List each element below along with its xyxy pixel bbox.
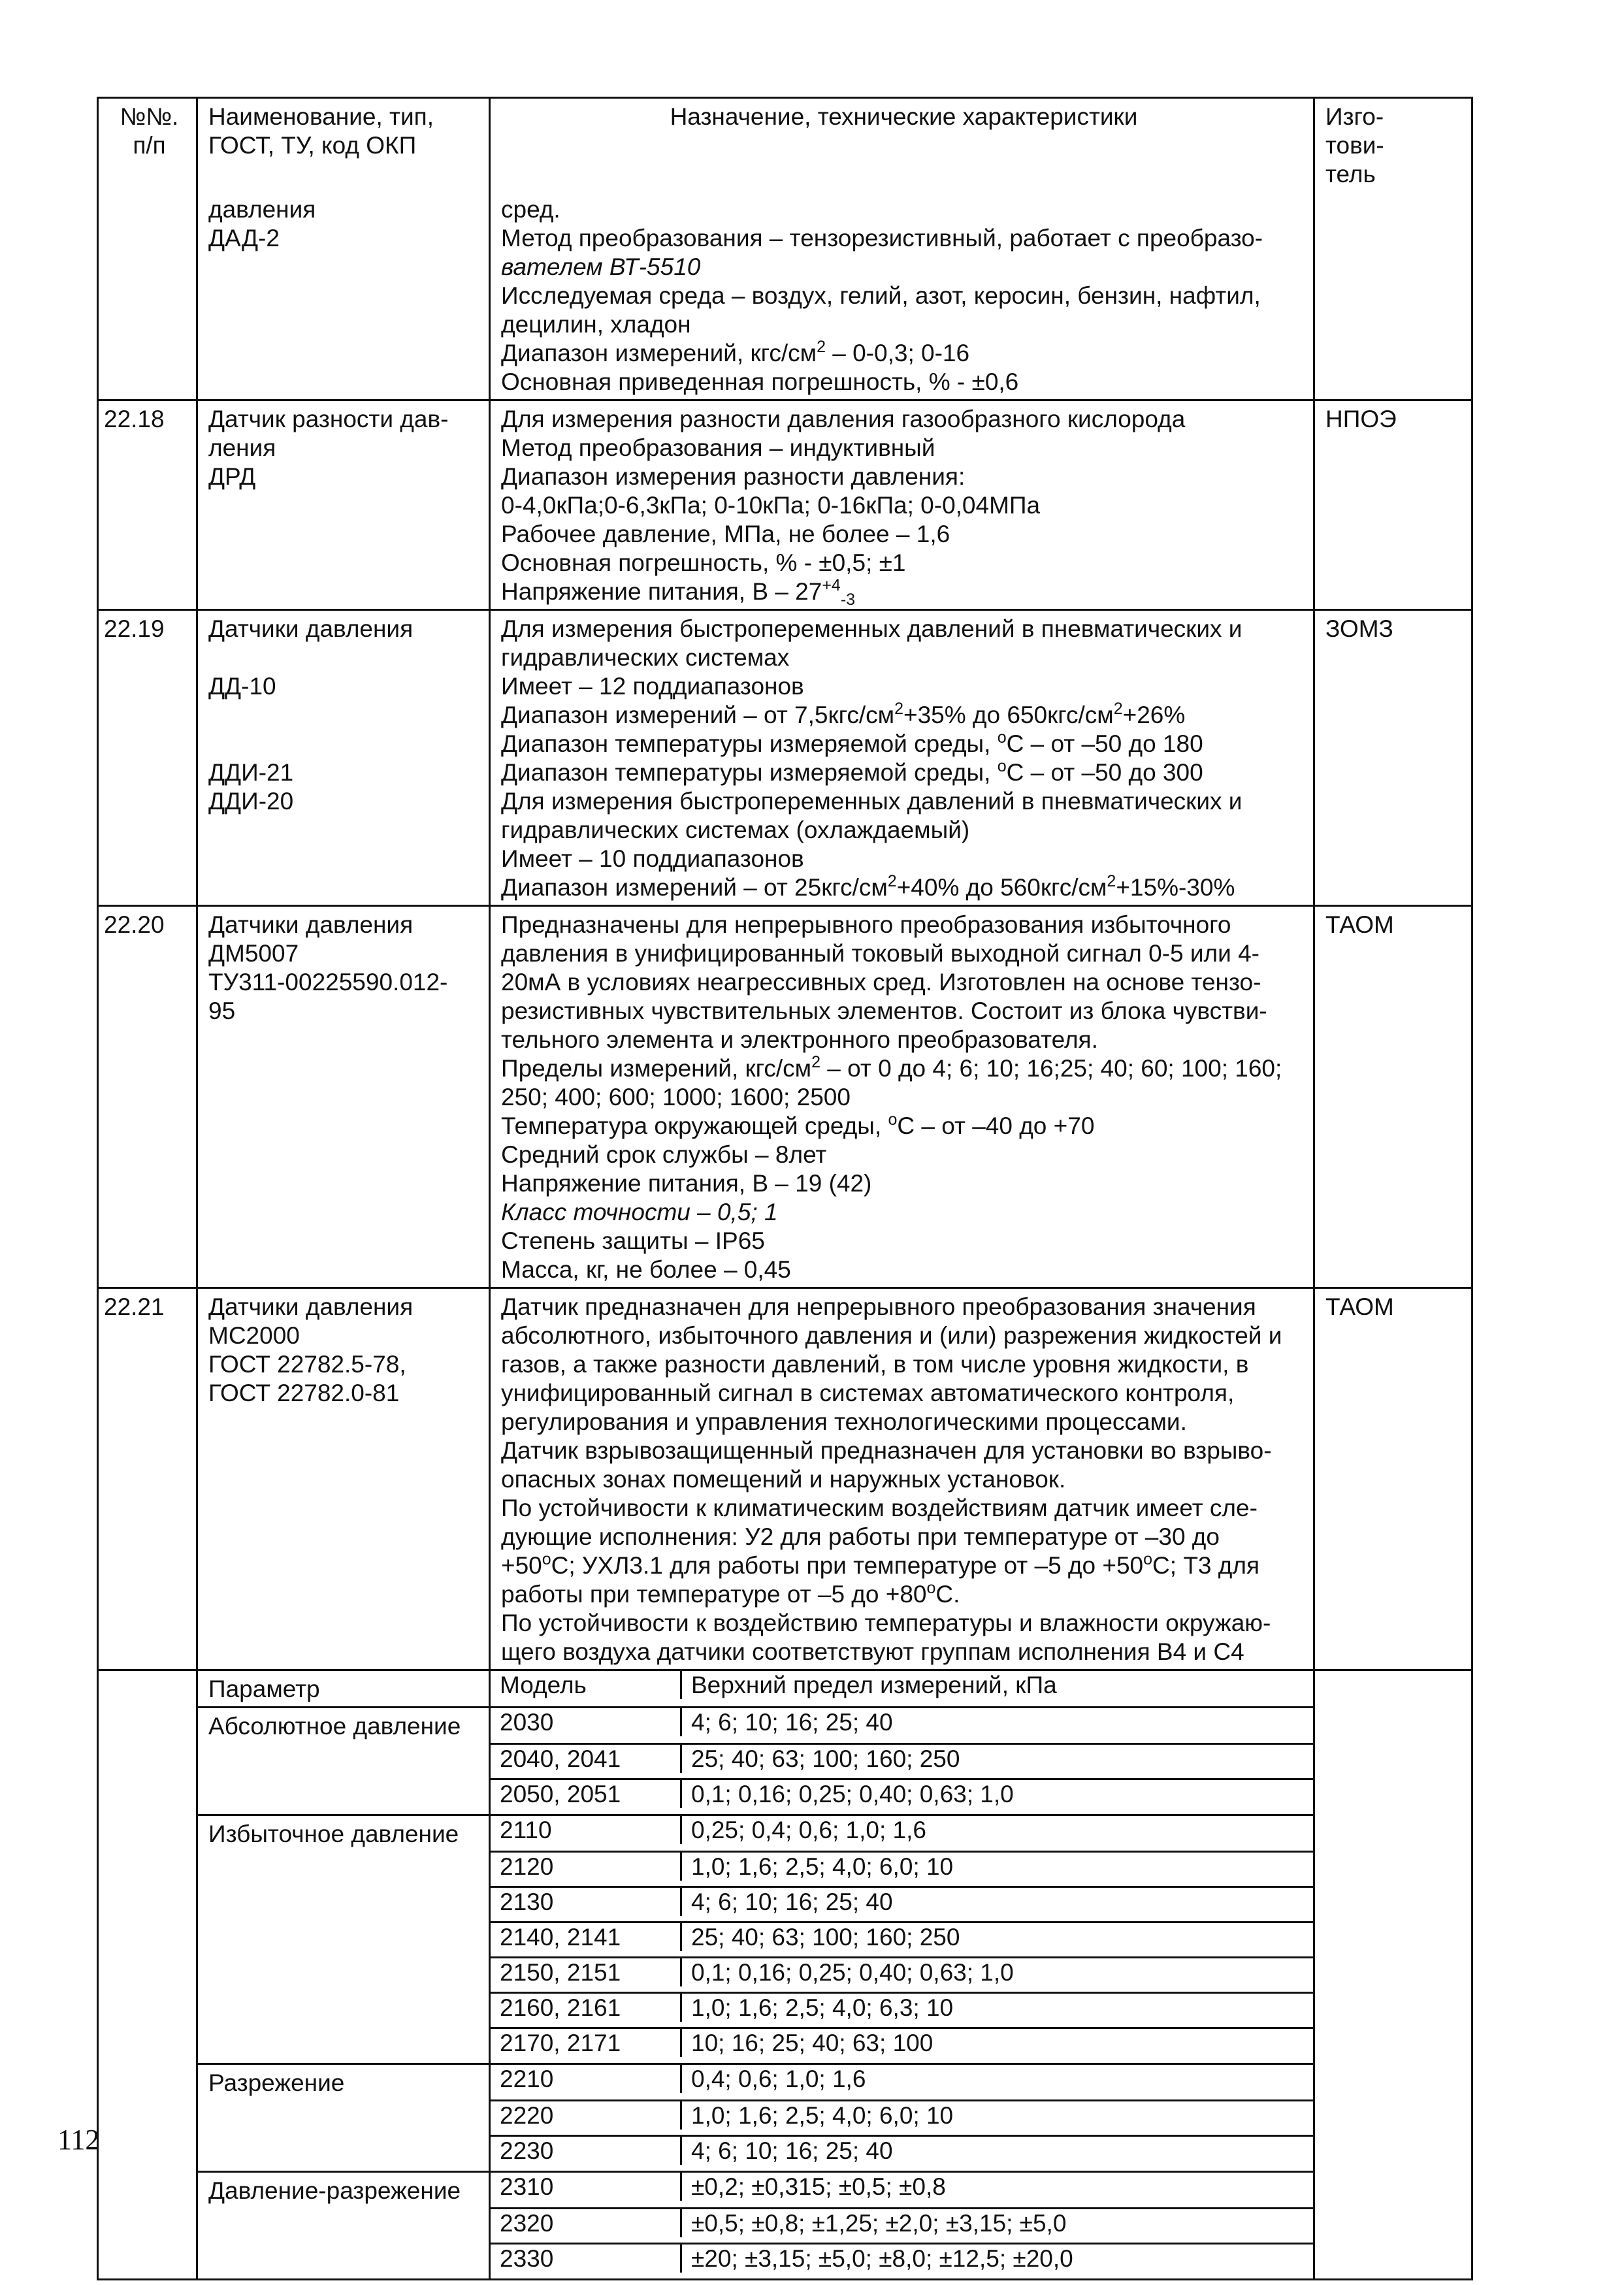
row-purpose-line: По устойчивости к климатическим воздействиям датчик имеет сле-: [501, 1495, 1258, 1521]
subtable-limit: 1,0; 1,6; 2,5; 4,0; 6,3; 10: [681, 1994, 1314, 2022]
subtable-num-cell: [98, 2100, 197, 2135]
subtable-maker-cell: [1314, 2172, 1472, 2209]
row-purpose-line: Диапазон измерения разности давления:: [501, 463, 966, 490]
subtable-param: [197, 2028, 490, 2064]
row-purpose-line: Основная погрешность, % - ±0,5; ±1: [501, 549, 906, 576]
header-maker-text: Изго-: [1325, 103, 1384, 130]
row-name-line: [208, 730, 482, 758]
row-name-line: Датчик разности дав-: [208, 406, 449, 432]
subtable-num-cell: [98, 1708, 197, 1744]
row-name-line: [208, 701, 482, 730]
subtable-param-text: [208, 2032, 482, 2060]
subtable-num-cell: [98, 2028, 197, 2064]
subtable-maker-cell: [1314, 1922, 1472, 1957]
row-name-line: ДРД: [208, 463, 256, 490]
row-purpose-line: Имеет – 12 поддиапазонов: [501, 673, 804, 700]
row-maker: [1314, 400, 1472, 610]
subtable-limit: 0,1; 0,16; 0,25; 0,40; 0,63; 1,0: [681, 1958, 1314, 1986]
row-maker: [1314, 906, 1472, 1288]
row-purpose-line: Предназначены для непрерывного преобразования избыточного: [501, 911, 1231, 938]
row-maker-line: ТАОМ: [1325, 911, 1394, 938]
table-row: [98, 906, 1472, 1288]
subtable-limit: ±0,2; ±0,315; ±0,5; ±0,8: [681, 2173, 1314, 2201]
subtable-param-text: [208, 1961, 482, 1990]
row-name: [197, 610, 490, 906]
subtable-model: 2110: [491, 1816, 681, 1844]
row-purpose-line: Диапазон измерений – от $7,5кгс/см^2+35\%$ до $650кгс/см^2+26\%$: [501, 700, 1186, 728]
row-purpose-line: Диапазон измерений – от $25кгс/см^2+40\%$ до $560кгс/см^2+15\%-30\%$: [501, 872, 1235, 901]
subtable-row: [98, 2100, 1472, 2135]
row-purpose-line: $+50^oC$; УХЛ3.1 для работы при температуре от –5 до $+50^oC$; Т3 для: [501, 1550, 1259, 1579]
table-row: [98, 610, 1472, 906]
subtable-maker-cell: [1314, 2208, 1472, 2243]
subtable-param-text: [208, 1996, 482, 2025]
subtable-model-limit: [490, 2243, 1314, 2280]
table-row: [98, 400, 1472, 610]
subtable-limit: ±0,5; ±0,8; ±1,25; ±2,0; ±3,15; ±5,0: [681, 2209, 1314, 2237]
row-purpose-line: Для измерения разности давления газообразного кислорода: [501, 406, 1186, 432]
subtable-limit: 4; 6; 10; 16; 25; 40: [681, 2137, 1314, 2165]
row-maker: [1314, 191, 1472, 400]
row-purpose-line: По устойчивости к воздействию температуры и влажности окружаю-: [501, 1610, 1271, 1636]
row-purpose-line: Для измерения быстропеременных давлений в пневматических и: [501, 788, 1242, 815]
subtable-row: [98, 1887, 1472, 1922]
subtable-row: [98, 1992, 1472, 2028]
row-purpose-line: Средний срок службы – 8лет: [501, 1141, 827, 1168]
subtable-param: [197, 2135, 490, 2172]
row-name-line: ДАД-2: [208, 225, 280, 251]
subtable-num-cell: [98, 2064, 197, 2101]
subtable-maker-cell: [1314, 1992, 1472, 2028]
subtable-model: 2030: [491, 1708, 681, 1736]
row-purpose-line: 0-4,0кПа;0-6,3кПа; 0-10кПа; 0-16кПа; 0-0,04МПа: [501, 492, 1041, 519]
subtable-param: [197, 1779, 490, 1815]
subtable-model-limit: [490, 1815, 1314, 1852]
subtable-model-limit: [490, 1779, 1314, 1815]
row-name: [197, 1288, 490, 1670]
row-maker: [1314, 610, 1472, 906]
row-purpose-line: 250; 400; 600; 1000; 1600; 2500: [501, 1084, 851, 1110]
row-purpose-line: Диапазон температуры измеряемой среды, $^o$C – от –50 до 300: [501, 757, 1203, 786]
subtable-num-cell: [98, 1779, 197, 1815]
header-num-text: №№.: [120, 103, 179, 130]
subtable-limit: 10; 16; 25; 40; 63; 100: [681, 2029, 1314, 2057]
subtable-num-cell: [98, 1922, 197, 1957]
row-name: [197, 191, 490, 400]
subtable-model: 2320: [491, 2209, 681, 2237]
subtable-param: [197, 1743, 490, 1779]
subtable-model: 2040, 2041: [491, 1745, 681, 1773]
subtable-param: [197, 1851, 490, 1887]
row-purpose-line: унифицированный сигнал в системах автоматического контроля,: [501, 1380, 1235, 1406]
row-maker-line: ЗОМЗ: [1325, 615, 1393, 642]
subtable-model: 2130: [491, 1888, 681, 1916]
header-maker: [1314, 98, 1472, 192]
subtable-model-limit: [490, 1743, 1314, 1779]
row-name-line: давления: [208, 196, 316, 223]
subtable-model-limit: [490, 1887, 1314, 1922]
row-num: [98, 400, 197, 610]
subtable-model: 2170, 2171: [491, 2029, 681, 2057]
subtable-model: 2210: [491, 2065, 681, 2093]
header-purpose-text: Назначение, технические характеристики: [670, 103, 1138, 130]
subtable-model: 2050, 2051: [491, 1780, 681, 1808]
subtable-row: [98, 1957, 1472, 1992]
row-purpose-line: Температура окружающей среды, $^o$C – от –40 до +70: [501, 1110, 1095, 1139]
subtable-row: [98, 2135, 1472, 2172]
row-purpose-line: давления в унифицированный токовый выходной сигнал 0-5 или 4-: [501, 940, 1259, 967]
subtable-limit: ±20; ±3,15; ±5,0; ±8,0; ±12,5; ±20,0: [681, 2244, 1314, 2273]
subtable-model: 2310: [491, 2173, 681, 2201]
subtable-row: [98, 1708, 1472, 1744]
subtable-maker-cell: [1314, 1708, 1472, 1744]
subtable-limit: 4; 6; 10; 16; 25; 40: [681, 1888, 1314, 1916]
header-num-text: п/п: [133, 132, 166, 159]
row-name-line: Датчики давления: [208, 911, 414, 938]
subtable-row: [98, 1851, 1472, 1887]
subtable-maker-cell: [1314, 1743, 1472, 1779]
subtable-model-limit: [490, 1670, 1314, 1708]
row-purpose-line: тельного элемента и электронного преобразователя.: [501, 1026, 1098, 1053]
subtable-param: [197, 1922, 490, 1957]
subtable-model-limit: [490, 2028, 1314, 2064]
header-num: [98, 98, 197, 192]
row-name-line: ДМ5007: [208, 940, 299, 967]
spec-table: [97, 97, 1473, 2280]
subtable-row: [98, 1743, 1472, 1779]
subtable-param: [197, 1992, 490, 2028]
row-purpose-line: Метод преобразования – индуктивный: [501, 434, 935, 461]
row-purpose-line: щего воздуха датчики соответствуют группам исполнения В4 и С4: [501, 1638, 1244, 1665]
subtable-maker-cell: [1314, 1851, 1472, 1887]
subtable-row: [98, 2064, 1472, 2101]
header-maker-text: тель: [1325, 161, 1376, 187]
row-name: [197, 906, 490, 1288]
subtable-model-limit: [490, 2208, 1314, 2243]
subtable-limit: 4; 6; 10; 16; 25; 40: [681, 1708, 1314, 1736]
subtable-header-row: [98, 1670, 1472, 1708]
row-name-line: ДД-10: [208, 673, 276, 700]
row-num-line: 22.21: [104, 1293, 165, 1320]
subtable-model-limit: [490, 2135, 1314, 2172]
row-name-line: ДДИ-20: [208, 788, 294, 815]
row-num: [98, 610, 197, 906]
header-name-text: Наименование, тип,: [208, 103, 434, 130]
row-name-line: Датчики давления: [208, 1293, 414, 1320]
subtable-param: [197, 2064, 490, 2101]
subtable-param-text: [208, 2139, 482, 2168]
row-purpose-line: Рабочее давление, МПа, не более – 1,6: [501, 521, 950, 547]
row-purpose-line: 20мА в условиях неагрессивных сред. Изготовлен на основе тензо-: [501, 969, 1261, 996]
subtable-model-limit: [490, 1851, 1314, 1887]
subtable-row: [98, 2208, 1472, 2243]
subtable-maker-cell: [1314, 2100, 1472, 2135]
row-name-line: ДДИ-21: [208, 759, 294, 786]
row-purpose-line: Исследуемая среда – воздух, гелий, азот, керосин, бензин, нафтил,: [501, 282, 1261, 309]
row-purpose-line: Для измерения быстропеременных давлений в пневматических и: [501, 615, 1242, 642]
subtable-model-limit: [490, 1922, 1314, 1957]
row-purpose-line: Метод преобразования – тензорезистивный, работает с преобразо-: [501, 225, 1263, 251]
subtable-row: [98, 2243, 1472, 2280]
subtable-maker-cell: [1314, 1779, 1472, 1815]
row-purpose-line: Класс точности – 0,5; 1: [501, 1199, 778, 1225]
row-purpose-line: сред.: [501, 196, 560, 223]
row-name: [197, 400, 490, 610]
subtable-model-limit: [490, 2100, 1314, 2135]
subtable-num-cell: [98, 1743, 197, 1779]
row-purpose-line: Имеет – 10 поддиапазонов: [501, 845, 804, 872]
row-purpose-line: газов, а также разности давлений, в том числе уровня жидкости, в: [501, 1351, 1249, 1378]
row-name-line: 95: [208, 997, 236, 1024]
header-name-text: ГОСТ, ТУ, код ОКП: [208, 132, 417, 159]
header-maker-text: тови-: [1325, 132, 1384, 159]
row-purpose-line: Диапазон температуры измеряемой среды, $^o$C – от –50 до 180: [501, 728, 1203, 757]
row-name-line: ТУ311-00225590.012-: [208, 969, 448, 996]
header-name: [197, 98, 490, 192]
row-purpose-line: регулирования и управления технологическими процессами.: [501, 1408, 1187, 1435]
row-purpose-line: децилин, хладон: [501, 311, 691, 338]
subtable-param-text: Параметр: [208, 1676, 320, 1702]
row-name-line: Датчики давления: [208, 615, 414, 642]
subtable-param-text: Абсолютное давление: [208, 1713, 461, 1740]
row-purpose: [490, 906, 1314, 1288]
subtable-row: [98, 1815, 1472, 1852]
subtable-limit: 25; 40; 63; 100; 160; 250: [681, 1745, 1314, 1773]
subtable-num-cell: [98, 1992, 197, 2028]
subtable-limit: Верхний предел измерений, кПа: [681, 1671, 1314, 1699]
subtable-row: [98, 1922, 1472, 1957]
subtable-maker-cell: [1314, 1957, 1472, 1992]
row-purpose-line: Напряжение питания, В – 19 (42): [501, 1170, 872, 1197]
row-purpose: [490, 610, 1314, 906]
subtable-param-text: [208, 1926, 482, 1954]
table-row: [98, 1288, 1472, 1670]
subtable-param-text: Разрежение: [208, 2069, 345, 2096]
row-name-line: [208, 643, 482, 672]
subtable-model: 2120: [491, 1853, 681, 1881]
subtable-maker-cell: [1314, 2135, 1472, 2172]
subtable-param: [197, 2243, 490, 2280]
subtable-param: [197, 2100, 490, 2135]
subtable-maker-cell: [1314, 2028, 1472, 2064]
subtable-limit: 0,1; 0,16; 0,25; 0,40; 0,63; 1,0: [681, 1780, 1314, 1808]
row-num: [98, 1288, 197, 1670]
row-purpose-line: резистивных чувствительных элементов. Состоит из блока чувстви-: [501, 997, 1267, 1024]
subtable-model: 2150, 2151: [491, 1958, 681, 1986]
subtable-limit: 1,0; 1,6; 2,5; 4,0; 6,0; 10: [681, 1853, 1314, 1881]
subtable-num-cell: [98, 1957, 197, 1992]
row-maker-line: ТАОМ: [1325, 1293, 1394, 1320]
subtable-limit: 0,4; 0,6; 1,0; 1,6: [681, 2065, 1314, 2093]
subtable-num-cell: [98, 2243, 197, 2280]
subtable-limit: 1,0; 1,6; 2,5; 4,0; 6,0; 10: [681, 2101, 1314, 2130]
subtable-maker-cell: [1314, 2243, 1472, 2280]
subtable-model: 2160, 2161: [491, 1994, 681, 2022]
subtable-model: 2140, 2141: [491, 1923, 681, 1951]
row-purpose-line: Масса, кг, не более – 0,45: [501, 1256, 791, 1283]
row-num: [98, 191, 197, 400]
subtable-maker-cell: [1314, 2064, 1472, 2101]
row-purpose-line: гидравлических системах: [501, 644, 790, 671]
subtable-param-text: Избыточное давление: [208, 1821, 459, 1847]
row-num-line: [104, 195, 189, 224]
subtable-param-text: [208, 2212, 482, 2241]
subtable-limit: 0,25; 0,4; 0,6; 1,0; 1,6: [681, 1816, 1314, 1844]
subtable-param-text: [208, 2247, 482, 2276]
subtable-row: [98, 2172, 1472, 2209]
row-name-line: ГОСТ 22782.5-78,: [208, 1351, 406, 1378]
row-name-line: ления: [208, 434, 276, 461]
page-number: 112: [57, 2124, 100, 2156]
row-purpose-line: Датчик взрывозащищенный предназначен для установки во взрыво-: [501, 1437, 1272, 1464]
subtable-model: Модель: [491, 1671, 681, 1699]
subtable-param: [197, 1887, 490, 1922]
subtable-maker-cell: [1314, 1670, 1472, 1708]
row-purpose-line: работы при температуре от –5 до $+80^oC$.: [501, 1579, 960, 1608]
row-purpose-line: дующие исполнения: У2 для работы при температуре от –30 до: [501, 1523, 1220, 1550]
subtable-param: [197, 1670, 490, 1708]
row-purpose-line: опасных зонах помещений и наружных установок.: [501, 1466, 1066, 1493]
row-purpose-line: гидравлических системах (охлаждаемый): [501, 817, 970, 843]
subtable-row: [98, 1779, 1472, 1815]
row-num-line: 22.20: [104, 911, 165, 938]
subtable-model-limit: [490, 1708, 1314, 1744]
subtable-row: [98, 2028, 1472, 2064]
subtable-param: [197, 1815, 490, 1852]
subtable-param-text: Давление-разрежение: [208, 2177, 461, 2204]
row-purpose-line: Диапазон измерений, кгс/$см^2 - 0-0,3$; 0-16: [501, 338, 970, 366]
row-purpose-line: Основная приведенная погрешность, % - ±0,6: [501, 368, 1019, 395]
subtable-num-cell: [98, 1815, 197, 1852]
subtable-model: 2220: [491, 2101, 681, 2130]
subtable-param: [197, 2208, 490, 2243]
subtable-param-text: [208, 1890, 482, 1919]
subtable-model-limit: [490, 1957, 1314, 1992]
row-purpose-line: Напряжение питания, В – $27^{+4}_{-3}$: [501, 576, 856, 609]
subtable-model: 2330: [491, 2244, 681, 2273]
subtable-num-cell: [98, 2135, 197, 2172]
subtable-param-text: [208, 1855, 482, 1884]
row-maker-line: НПОЭ: [1325, 406, 1397, 432]
row-purpose-line: абсолютного, избыточного давления и (или) разрежения жидкостей и: [501, 1322, 1282, 1349]
subtable-num-cell: [98, 1851, 197, 1887]
subtable-num-cell: [98, 1670, 197, 1708]
row-purpose: [490, 400, 1314, 610]
subtable-param-text: [208, 1747, 482, 1776]
subtable-param: [197, 1957, 490, 1992]
subtable-limit: 25; 40; 63; 100; 160; 250: [681, 1923, 1314, 1951]
subtable-param: [197, 1708, 490, 1744]
subtable-param-text: [208, 2104, 482, 2133]
row-purpose-line: Пределы измерений, кгс/$см^2$ – от 0 до 4; 6; 10; 16;25; 40; 60; 100; 160;: [501, 1053, 1282, 1082]
subtable-model-limit: [490, 2064, 1314, 2101]
row-num-line: 22.18: [104, 406, 165, 432]
row-purpose-line: Датчик предназначен для непрерывного преобразования значения: [501, 1293, 1256, 1320]
table-row: [98, 191, 1472, 400]
subtable-num-cell: [98, 2172, 197, 2209]
table-header-row: [98, 98, 1472, 192]
header-purpose: [490, 98, 1314, 192]
row-name-line: ГОСТ 22782.0-81: [208, 1380, 400, 1406]
subtable-maker-cell: [1314, 1815, 1472, 1852]
subtable-param: [197, 2172, 490, 2209]
row-purpose: [490, 191, 1314, 400]
row-maker: [1314, 1288, 1472, 1670]
row-purpose-line: Степень защиты – IP65: [501, 1227, 765, 1254]
subtable-model: 2230: [491, 2137, 681, 2165]
row-purpose-line: вателем ВТ-5510: [501, 253, 701, 280]
row-maker-line: [1325, 195, 1465, 224]
row-num: [98, 906, 197, 1288]
row-name-line: МС2000: [208, 1322, 300, 1349]
subtable-num-cell: [98, 2208, 197, 2243]
subtable-model-limit: [490, 1992, 1314, 2028]
subtable-param-text: [208, 1783, 482, 1811]
row-num-line: 22.19: [104, 615, 165, 642]
subtable-model-limit: [490, 2172, 1314, 2209]
subtable-maker-cell: [1314, 1887, 1472, 1922]
subtable-num-cell: [98, 1887, 197, 1922]
row-purpose: [490, 1288, 1314, 1670]
